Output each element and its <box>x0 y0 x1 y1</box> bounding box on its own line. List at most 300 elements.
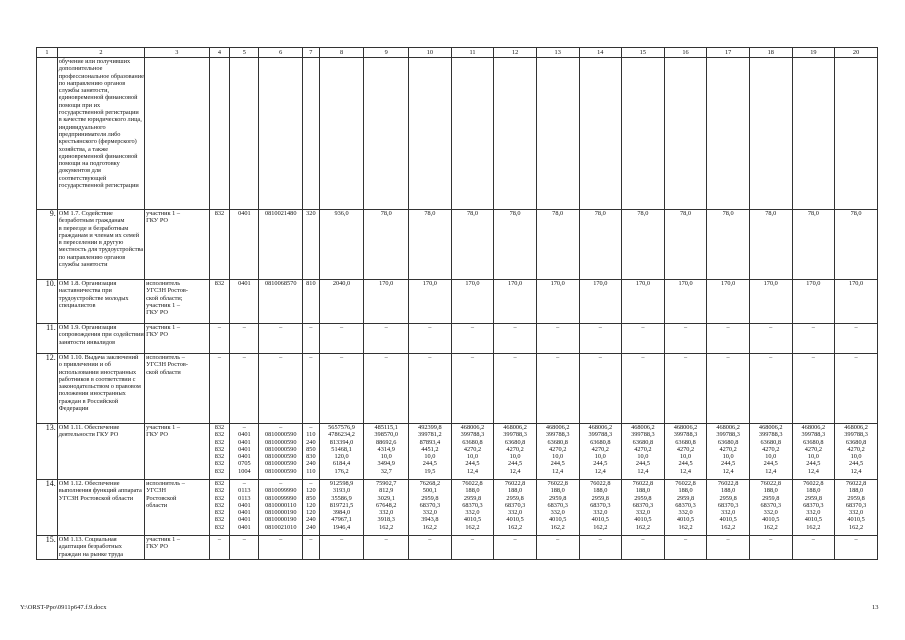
value-cell-c18-line: 76022,8 <box>760 480 781 487</box>
value-cell-c17 <box>707 354 750 424</box>
executor-cell-line: УГСЗН Ростов- <box>146 361 188 369</box>
value-cell-c10-line: 500,1 <box>422 487 437 495</box>
value-cell-c18-line: 162,2 <box>763 523 778 531</box>
value-cell-c4-line: – <box>217 324 221 331</box>
value-cell-c10-line: – <box>428 536 432 543</box>
value-cell-c17-line: 332,0 <box>721 509 736 517</box>
measure-name-cell-line: помощи при их <box>58 101 101 109</box>
value-cell-c20-line: 10,0 <box>850 453 862 461</box>
value-cell-c12 <box>494 280 537 324</box>
value-cell-c6-line: – <box>279 324 283 331</box>
column-number-4: 4 <box>209 48 230 58</box>
executor-cell-line: области <box>146 501 168 509</box>
value-cell-c18-line: 68370,3 <box>760 501 781 509</box>
value-cell-c7-line: 120 <box>306 487 316 495</box>
value-cell-c13-line: 468006,2 <box>545 424 570 431</box>
row-number: 9. <box>37 210 58 280</box>
value-cell-c13-line: 332,0 <box>550 509 565 517</box>
value-cell-c16 <box>664 210 707 280</box>
column-number-3: 3 <box>145 48 209 58</box>
value-cell-c8-line: 2040,0 <box>332 280 351 287</box>
value-cell-c9-line: 75902,7 <box>375 480 397 487</box>
measure-name-cell-line: дополнительное <box>58 65 103 73</box>
value-cell-c16-line: 188,0 <box>678 487 693 495</box>
value-cell-c19-line: 4010,5 <box>804 516 823 524</box>
value-cell-c17-line: 12,4 <box>722 467 734 475</box>
value-cell-c18 <box>749 58 792 210</box>
value-cell-c13-line: 170,0 <box>550 280 565 287</box>
column-number-16: 16 <box>664 48 707 58</box>
value-cell-c19-line: 244,5 <box>806 460 821 468</box>
value-cell-c6-line: 0810000590 <box>264 431 297 439</box>
value-cell-c7-line: 240 <box>306 516 316 524</box>
value-cell-c10-line: – <box>428 324 432 331</box>
value-cell-c20-line: 188,0 <box>848 487 864 495</box>
value-cell-c11 <box>451 280 494 324</box>
row-number: 12. <box>37 354 58 424</box>
value-cell-c7-line: 240 <box>306 460 316 468</box>
table-body <box>37 58 878 560</box>
value-cell-c18 <box>749 480 792 536</box>
value-cell-c17-line: 4270,2 <box>719 445 737 453</box>
measure-name-cell-line: наставничества при <box>58 287 112 295</box>
value-cell-c15-line: 68370,3 <box>632 501 654 509</box>
value-cell-c15-line: 63680,8 <box>632 438 654 446</box>
value-cell-c15 <box>622 210 665 280</box>
value-cell-c13-line: – <box>556 536 560 543</box>
value-cell-c7 <box>303 210 320 280</box>
measure-name-cell-line: ОМ 1.10. Выдача заключений <box>58 354 139 361</box>
value-cell-c5-line: 0113 <box>238 494 251 502</box>
value-cell-c18-line: 244,5 <box>763 460 778 468</box>
measure-name-cell-line: о привлечении и об <box>58 361 112 369</box>
value-cell-c9 <box>364 354 409 424</box>
value-cell-c7 <box>303 324 320 354</box>
table-row <box>37 324 878 354</box>
value-cell-c14-line: 76022,8 <box>590 480 611 487</box>
value-cell-c20-line: – <box>854 324 858 331</box>
value-cell-c12 <box>494 424 537 480</box>
executor-cell-line: ГКУ РО <box>146 309 168 317</box>
value-cell-c13-line: 63680,8 <box>547 438 568 446</box>
value-cell-c14-line: 10,0 <box>594 453 606 461</box>
value-cell-c14-line: 12,4 <box>594 467 606 475</box>
value-cell-c15 <box>622 324 665 354</box>
value-cell-c4-line: 832 <box>214 280 225 287</box>
value-cell-c13-line: 76022,8 <box>547 480 568 487</box>
value-cell-c19 <box>792 536 835 560</box>
value-cell-c16 <box>664 324 707 354</box>
value-cell-c7 <box>303 536 320 560</box>
value-cell-c8-line: 936,0 <box>334 210 349 217</box>
value-cell-c18-line: – <box>769 536 773 543</box>
value-cell-c13-line: 68370,3 <box>547 501 568 509</box>
value-cell-c10 <box>409 480 452 536</box>
executor-cell <box>145 58 209 210</box>
value-cell-c12-line: 170,0 <box>508 280 523 287</box>
value-cell-c8-line: 120,0 <box>334 453 349 461</box>
measure-name-cell-line: адаптация безработных <box>58 543 122 551</box>
column-number-14: 14 <box>579 48 622 58</box>
value-cell-c18-line: 468006,2 <box>758 424 783 431</box>
value-cell-c9-line: – <box>384 536 388 543</box>
value-cell-c20 <box>835 424 878 480</box>
value-cell-c11-line: 244,5 <box>465 460 480 468</box>
value-cell-c20-line: 399788,3 <box>844 431 868 439</box>
value-cell-c18 <box>749 424 792 480</box>
value-cell-c11-line: – <box>470 324 475 331</box>
value-cell-c19 <box>792 480 835 536</box>
value-cell-c9 <box>364 424 409 480</box>
value-cell-c6 <box>259 480 303 536</box>
measure-name-cell-line: профессиональное образование <box>58 72 144 80</box>
value-cell-c15-line: 2959,8 <box>634 494 652 502</box>
value-cell-c11-line: 162,2 <box>465 523 480 531</box>
value-cell-c10-line: 19,5 <box>424 467 436 475</box>
value-cell-c20-line: 2959,8 <box>847 494 865 502</box>
value-cell-c12-line: 244,5 <box>508 460 523 468</box>
measure-name-cell <box>57 424 144 480</box>
column-number-8: 8 <box>319 48 364 58</box>
value-cell-c15-line: – <box>641 324 645 331</box>
value-cell-c15-line: 170,0 <box>635 280 650 287</box>
measure-name-cell-line: безработным гражданам <box>58 217 125 225</box>
value-cell-c14-line: 244,5 <box>593 460 608 468</box>
value-cell-c6-line: 0810068570 <box>264 280 297 287</box>
value-cell-c10-line: 399781,2 <box>418 431 442 439</box>
value-cell-c6-line: 0810099990 <box>264 494 297 502</box>
value-cell-c16-line: – <box>683 536 688 543</box>
value-cell-c9-line: 3029,1 <box>377 494 395 502</box>
measure-name-cell-line: законодательством о правовом <box>58 383 141 391</box>
value-cell-c6-line: – <box>279 480 283 487</box>
value-cell-c5-line: 0113 <box>238 487 251 495</box>
value-cell-c12-line: 332,0 <box>508 509 523 517</box>
executor-cell-line: УГСЗН <box>146 487 167 495</box>
value-cell-c12-line: – <box>513 536 517 543</box>
value-cell-c10-line: 244,5 <box>422 460 437 468</box>
value-cell-c6-line: 0810000590 <box>264 460 297 468</box>
value-cell-c8-line: 4786234,2 <box>328 431 355 439</box>
value-cell-c9-line: 67648,2 <box>375 501 397 509</box>
value-cell-c7-line: – <box>309 424 313 431</box>
measure-name-cell-line: работников в соответствии с <box>58 375 136 383</box>
value-cell-c14-line: 399788,3 <box>588 431 613 439</box>
value-cell-c14-line: – <box>598 324 602 331</box>
value-cell-c7 <box>303 424 320 480</box>
measure-name-cell-line: выполнения функций аппарата <box>58 487 142 495</box>
value-cell-c7-line: 810 <box>306 280 316 287</box>
value-cell-c19 <box>792 210 835 280</box>
value-cell-c4 <box>209 280 230 324</box>
value-cell-c9-line: 3918,3 <box>377 516 395 524</box>
column-number-20: 20 <box>835 48 878 58</box>
executor-cell-line: исполнитель <box>146 280 181 287</box>
value-cell-c7-line: 240 <box>306 523 316 531</box>
value-cell-c9 <box>364 480 409 536</box>
table-row <box>37 210 878 280</box>
value-cell-c20-line: 170,0 <box>848 280 864 287</box>
measure-name-cell-line: хозяйства, а также <box>58 145 109 153</box>
value-cell-c8-line: – <box>339 536 344 543</box>
value-cell-c5-line: 0401 <box>238 509 251 517</box>
value-cell-c12-line: 4010,5 <box>506 516 524 524</box>
value-cell-c12 <box>494 536 537 560</box>
value-cell-c14-line: 4010,5 <box>591 516 609 524</box>
value-cell-c9 <box>364 536 409 560</box>
value-cell-c13 <box>536 354 579 424</box>
value-cell-c18 <box>749 324 792 354</box>
executor-cell-line: исполнитель – <box>146 480 185 487</box>
executor-cell-line: Ростовской <box>146 494 177 502</box>
value-cell-c14-line: 162,2 <box>593 523 608 531</box>
measure-name-cell-line: УГСЗН Ростовской области <box>58 494 134 502</box>
value-cell-c10 <box>409 210 452 280</box>
value-cell-c8 <box>319 424 364 480</box>
value-cell-c4-line: 832 <box>214 523 225 531</box>
value-cell-c10 <box>409 58 452 210</box>
value-cell-c6 <box>259 536 303 560</box>
value-cell-c5-line: 0401 <box>238 445 251 453</box>
value-cell-c12 <box>494 480 537 536</box>
value-cell-c12 <box>494 210 537 280</box>
value-cell-c5-line: – <box>242 324 246 331</box>
value-cell-c20 <box>835 58 878 210</box>
value-cell-c14-line: 332,0 <box>593 509 608 517</box>
measure-name-cell-line: положении иностранных <box>58 390 126 398</box>
measure-name-cell-line: ОМ 1.13. Социальная <box>58 536 117 543</box>
value-cell-c17 <box>707 536 750 560</box>
value-cell-c12-line: 76022,8 <box>504 480 526 487</box>
value-cell-c4-line: 832 <box>214 494 225 502</box>
value-cell-c15-line: 468006,2 <box>631 424 655 431</box>
value-cell-c5-line: 0401 <box>238 438 251 446</box>
value-cell-c9-line: 78,0 <box>380 210 392 217</box>
value-cell-c16 <box>664 280 707 324</box>
value-cell-c4 <box>209 210 230 280</box>
value-cell-c10-line: 332,0 <box>422 509 437 517</box>
table-row <box>37 280 878 324</box>
value-cell-c6 <box>259 210 303 280</box>
value-cell-c6-line: 0810000190 <box>264 516 297 524</box>
value-cell-c6-line: 0810021480 <box>264 210 297 217</box>
measure-name-cell-line: занятости инвалидов <box>58 338 116 346</box>
footer-page-number: 13 <box>872 604 879 611</box>
value-cell-c18-line: 4010,5 <box>762 516 780 524</box>
value-cell-c18-line: 2959,8 <box>762 494 780 502</box>
value-cell-c19 <box>792 354 835 424</box>
value-cell-c8 <box>319 210 364 280</box>
value-cell-c15-line: 399788,3 <box>631 431 655 439</box>
value-cell-c6-line: 0810099990 <box>264 487 297 495</box>
value-cell-c19-line: 188,0 <box>806 487 821 495</box>
value-cell-c11-line: 12,4 <box>466 467 478 475</box>
value-cell-c8-line: 6184,4 <box>332 460 351 468</box>
value-cell-c4 <box>209 480 230 536</box>
value-cell-c6-line: 0810000110 <box>265 501 297 509</box>
value-cell-c9 <box>364 324 409 354</box>
executor-cell <box>145 354 209 424</box>
value-cell-c11-line: 468006,2 <box>460 424 485 431</box>
value-cell-c5 <box>230 58 259 210</box>
value-cell-c13 <box>536 324 579 354</box>
measure-name-cell-line: единовременной финансовой <box>58 152 138 160</box>
executor-cell-line: ской области; <box>146 294 183 302</box>
executor-cell <box>145 536 209 560</box>
measure-name-cell-line: в переезде и безработным <box>58 224 129 232</box>
value-cell-c11-line: 2959,8 <box>463 494 482 502</box>
value-cell-c6-line: 0810000190 <box>264 509 297 517</box>
value-cell-c5 <box>230 324 259 354</box>
executor-cell-line: ГКУ РО <box>146 543 168 551</box>
value-cell-c14 <box>579 480 622 536</box>
value-cell-c18-line: 10,0 <box>765 453 777 461</box>
measure-name-cell-line: специалистов <box>58 301 96 309</box>
value-cell-c9-line: 485115,1 <box>374 424 398 431</box>
value-cell-c17-line: 68370,3 <box>717 501 739 509</box>
value-cell-c10-line: 68370,3 <box>419 501 441 509</box>
value-cell-c10-line: 492399,8 <box>418 424 442 431</box>
row-number: 13. <box>37 424 58 480</box>
value-cell-c7-line: – <box>309 324 313 331</box>
value-cell-c10-line: 2959,8 <box>421 494 439 502</box>
table-row <box>37 354 878 424</box>
value-cell-c19-line: 4270,2 <box>804 445 823 453</box>
value-cell-c17-line: – <box>726 354 730 361</box>
value-cell-c4-line: 832 <box>214 210 225 217</box>
value-cell-c8-line: 176,2 <box>334 467 349 475</box>
value-cell-c6-line: 0810021010 <box>264 523 297 531</box>
value-cell-c8-line: 3984,0 <box>332 509 351 517</box>
row-number: 11. <box>37 324 58 354</box>
value-cell-c8-line: 3193,0 <box>332 487 351 495</box>
value-cell-c13 <box>536 480 579 536</box>
measure-name-cell <box>57 324 144 354</box>
value-cell-c20 <box>835 536 878 560</box>
measure-name-cell-line: ОМ 1.8. Организация <box>58 280 117 287</box>
measure-name-cell-line: гражданам и членам их семей <box>58 231 140 239</box>
value-cell-c13 <box>536 58 579 210</box>
value-cell-c11 <box>451 424 494 480</box>
value-cell-c11-line: 78,0 <box>466 210 478 217</box>
value-cell-c4-line: 832 <box>214 438 225 446</box>
value-cell-c10 <box>409 424 452 480</box>
value-cell-c14-line: 170,0 <box>593 280 608 287</box>
value-cell-c18-line: 4270,2 <box>762 445 780 453</box>
column-number-1: 1 <box>37 48 58 58</box>
value-cell-c20-line: – <box>854 536 858 543</box>
measure-name-cell-line: государственной регистрации <box>58 109 139 117</box>
value-cell-c8 <box>319 58 364 210</box>
value-cell-c12-line: 63680,8 <box>504 438 526 446</box>
value-cell-c19 <box>792 424 835 480</box>
value-cell-c18-line: 332,0 <box>763 509 778 517</box>
value-cell-c11 <box>451 324 494 354</box>
value-cell-c17-line: – <box>726 324 730 331</box>
value-cell-c7-line: – <box>309 354 313 361</box>
value-cell-c8 <box>319 324 364 354</box>
value-cell-c11-line: – <box>470 536 475 543</box>
value-cell-c13-line: 12,4 <box>552 467 564 475</box>
value-cell-c16-line: 68370,3 <box>675 501 696 509</box>
executor-cell <box>145 480 209 536</box>
measure-name-cell-line: деятельности ГКУ РО <box>58 431 119 439</box>
value-cell-c4-line: 832 <box>214 445 225 453</box>
value-cell-c19-line: 68370,3 <box>803 501 824 509</box>
value-cell-c16-line: 244,5 <box>678 460 693 468</box>
value-cell-c11-line: 332,0 <box>465 509 480 517</box>
measure-name-cell-line: по направлению органов <box>58 253 126 261</box>
value-cell-c20 <box>835 210 878 280</box>
value-cell-c20 <box>835 280 878 324</box>
value-cell-c4 <box>209 324 230 354</box>
measure-name-cell-line: единовременной финансовой <box>58 94 138 102</box>
value-cell-c10-line: 170,0 <box>422 280 437 287</box>
value-cell-c17 <box>707 280 750 324</box>
measure-name-cell <box>57 480 144 536</box>
value-cell-c15 <box>622 480 665 536</box>
value-cell-c7-line: – <box>309 480 313 487</box>
value-cell-c17-line: 170,0 <box>721 280 736 287</box>
value-cell-c11-line: 63680,8 <box>462 438 483 446</box>
value-cell-c4-line: 832 <box>214 431 225 439</box>
value-cell-c4-line: 832 <box>214 501 225 509</box>
value-cell-c20-line: 12,4 <box>850 467 862 475</box>
value-cell-c17 <box>707 424 750 480</box>
value-cell-c19 <box>792 58 835 210</box>
value-cell-c15-line: 332,0 <box>635 509 650 517</box>
measure-name-cell-line: в переселении в другую <box>58 239 124 247</box>
value-cell-c5-line: 0401 <box>238 516 251 524</box>
value-cell-c15-line: 78,0 <box>637 210 649 217</box>
executor-cell <box>145 280 209 324</box>
value-cell-c16-line: – <box>683 354 688 361</box>
value-cell-c6 <box>259 324 303 354</box>
measure-name-cell-line: местность для трудоустройства <box>58 246 144 254</box>
value-cell-c5-line: 0401 <box>238 280 251 287</box>
value-cell-c13 <box>536 424 579 480</box>
column-number-18: 18 <box>749 48 792 58</box>
value-cell-c17-line: 2959,8 <box>719 494 737 502</box>
value-cell-c6-line: – <box>279 354 283 361</box>
value-cell-c14 <box>579 324 622 354</box>
value-cell-c19-line: 12,4 <box>807 467 819 475</box>
value-cell-c11-line: – <box>470 354 475 361</box>
value-cell-c10-line: 10,0 <box>424 453 436 461</box>
value-cell-c17 <box>707 210 750 280</box>
value-cell-c8-line: 813394,0 <box>329 438 354 446</box>
value-cell-c6-line: 0810000590 <box>264 453 297 461</box>
value-cell-c15-line: 10,0 <box>637 453 649 461</box>
value-cell-c11-line: 68370,3 <box>462 501 483 509</box>
value-cell-c13-line: 162,2 <box>550 523 565 531</box>
measure-name-cell-line: по направлению органов <box>58 79 126 87</box>
value-cell-c8 <box>319 480 364 536</box>
column-number-6: 6 <box>259 48 303 58</box>
value-cell-c5-line: 0401 <box>238 501 251 509</box>
value-cell-c17-line: – <box>726 536 730 543</box>
value-cell-c12-line: 2959,8 <box>506 494 524 502</box>
column-number-7: 7 <box>303 48 320 58</box>
value-cell-c18-line: – <box>769 354 773 361</box>
value-cell-c7-line: 110 <box>306 431 316 439</box>
measure-name-cell-line: государственной регистрации <box>58 182 139 190</box>
value-cell-c16 <box>664 536 707 560</box>
value-cell-c5 <box>230 354 259 424</box>
column-number-2: 2 <box>57 48 144 58</box>
executor-cell <box>145 324 209 354</box>
value-cell-c19-line: – <box>811 324 815 331</box>
